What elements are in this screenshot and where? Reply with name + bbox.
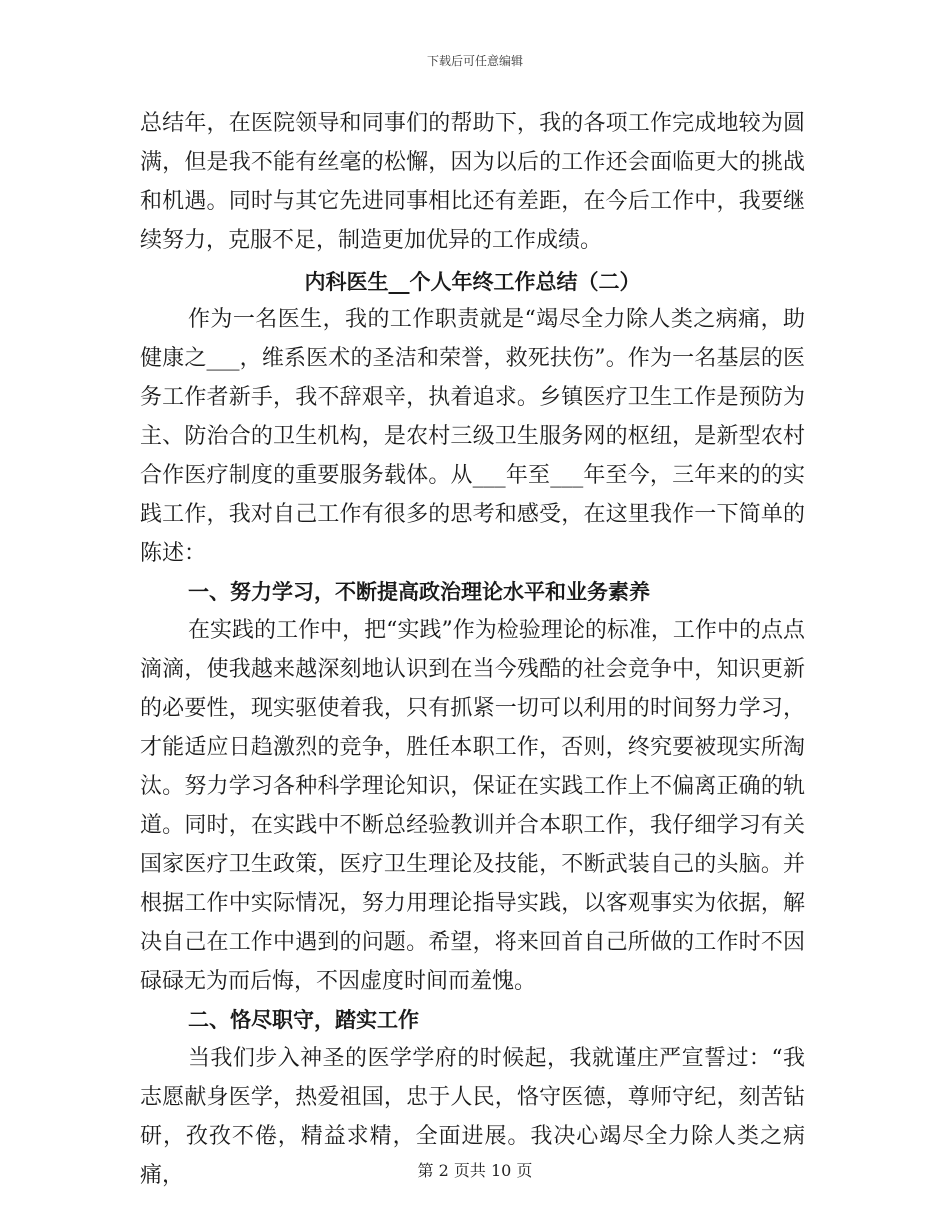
section-title: 内科医生__个人年终工作总结（二） [304, 269, 641, 294]
paragraph-intro: 作为一名医生，我的工作职责就是“竭尽全力除人类之病痛，助健康之___，维系医术的圣洁和荣誉，救死扶伤”。作为一名基层的医务工作者新手，我不辞艰辛，执着追求。乡镇医疗卫生工作是预防为主、防治合的卫生机构，是农村三级卫生服务网的枢纽，是新型农村合作医疗制度的重要服务载体。从___年至___年至今，三年来的的实践工作，我对自己工作有很多的思考和感受，在这里我作一下简单的陈述： [140, 307, 805, 566]
heading-duty: 二、恪尽职守，踏实工作 [188, 1007, 419, 1032]
paragraph-duty: 当我们步入神圣的医学学府的时候起，我就谨庄严宣誓过：“我志愿献身医学，热爱祖国，忠于人民，恪守医德，尊师守纪，刻苦钻研，孜孜不倦，精益求精，全面进展。我决心竭尽全力除人类之病痛， [140, 1046, 805, 1188]
paragraph-summary-end: 总结年，在医院领导和同事们的帮助下，我的各项工作完成地较为圆满，但是我不能有丝毫的松懈，因为以后的工作还会面临更大的挑战和机遇。同时与其它先进同事相比还有差距，在今后工作中，我要继续努力，克服不足，制造更加优异的工作成绩。 [140, 111, 805, 253]
page-footer: 第 2 页共 10 页 [417, 1161, 533, 1180]
paragraph-study: 在实践的工作中，把“实践”作为检验理论的标准，工作中的点点滴滴，使我越来越深刻地认识到在当今残酷的社会竞争中，知识更新的必要性，现实驱使着我，只有抓紧一切可以利用的时间努力学习，才能适应日趋激烈的竞争，胜任本职工作，否则，终究要被现实所淘汰。努力学习各种科学理论知识，保证在实践工作上不偏离正确的轨道。同时，在实践中不断总经验教训并合本职工作，我仔细学习有关国家医疗卫生政策，医疗卫生理论及技能，不断武装自己的头脑。并根据工作中实际情况，努力用理论指导实践，以客观事实为依据，解决自己在工作中遇到的问题。希望，将来回首自己所做的工作时不因碌碌无为而后悔，不因虚度时间而羞愧。 [140, 618, 805, 994]
page-header: 下载后可任意编辑 [426, 54, 523, 68]
heading-study: 一、努力学习，不断提高政治理论水平和业务素养 [188, 579, 650, 604]
document-body [140, 104, 805, 1195]
